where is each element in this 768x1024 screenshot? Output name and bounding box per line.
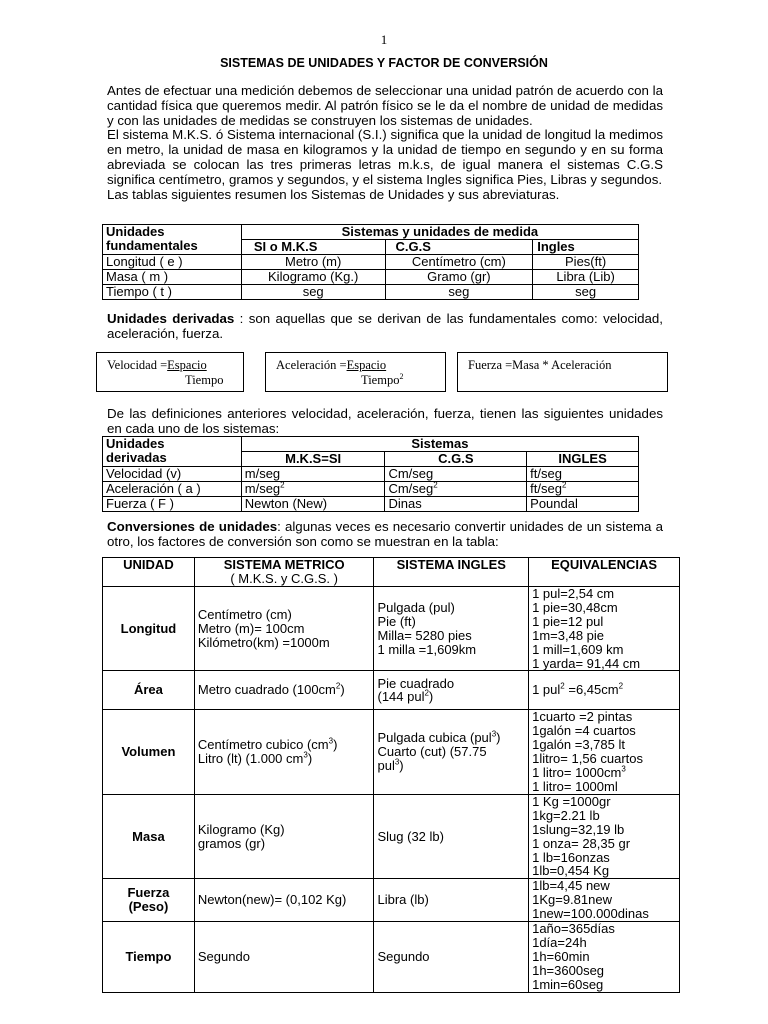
ingles-cell: Segundo xyxy=(374,922,529,993)
cell-si: m/seg$^2$ xyxy=(241,482,385,497)
intro-paragraph-2: El sistema M.K.S. ó Sistema internacional (S.I.) significa que la unidad de longitud la medimos en metro, la unidad de masa en kilogramos y la unidad de tiempo en segundo y en su forma abreviada se colocan las tres primeras letras m.k.s, de igual manera el sistemas C.G.S significa centímetro, gramos y segundos, y el sistema Ingles significa Pies, Libras y segundos. xyxy=(107,127,663,187)
acceleration-formula-box xyxy=(265,352,446,392)
header-units-line2: fundamentales xyxy=(106,238,198,253)
cell-name: Aceleración ( a ) xyxy=(103,482,242,497)
page-title: SISTEMAS DE UNIDADES Y FACTOR DE CONVERSIÓN xyxy=(220,56,548,70)
equiv-cell: 1 $pul^2 =6,45cm^2$ xyxy=(529,671,680,710)
cell-si: m/seg xyxy=(241,467,385,482)
cell-cgs: Gramo (gr) xyxy=(385,270,533,285)
table-row xyxy=(103,467,639,482)
metric-cell: Segundo xyxy=(194,922,374,993)
header-ingles: INGLES xyxy=(527,452,639,467)
header-units-line1: Unidades xyxy=(106,224,165,239)
table-row xyxy=(103,710,680,794)
header-systems: Sistemas xyxy=(241,437,638,452)
cell-cgs: Centímetro (cm) xyxy=(385,255,533,270)
fundamental-units-table xyxy=(102,224,639,300)
cell-cgs: seg xyxy=(385,285,533,300)
conversions-text: : algunas veces es necesario convertir unidades de un sistema a otro, los factores de conversión son como se muestran en la tabla: xyxy=(107,519,663,549)
equiv-cell: 1año=365días 1día=24h 1h=60min 1h=3600seg 1min=60seg xyxy=(529,922,680,993)
ingles-cell: Slug (32 lb) xyxy=(374,794,529,878)
cell-ingles: Poundal xyxy=(527,497,639,512)
metric-cell: Metro cuadrado $(100cm^2)$ xyxy=(194,671,374,710)
cell-cgs: Cm/seg xyxy=(385,467,527,482)
header-metrico-sub: ( M.K.S. y C.G.S. ) xyxy=(230,570,338,586)
cell-ingles: ft/seg$^2$ xyxy=(527,482,639,497)
ingles-cell: Pie cuadrado (144 pul$^2$) xyxy=(374,671,529,710)
cell-ingles: Pies(ft) xyxy=(533,255,639,270)
table-header-row xyxy=(103,437,639,452)
velocity-numerator: Espacio xyxy=(167,358,207,372)
cell-name: Fuerza ( F ) xyxy=(103,497,242,512)
cell-si: Kilogramo (Kg.) xyxy=(241,270,385,285)
cell-si: seg xyxy=(241,285,385,300)
table-row xyxy=(103,285,639,300)
cell-name: Masa ( m ) xyxy=(103,270,242,285)
header-si: M.K.S=SI xyxy=(241,452,385,467)
cell-cgs: Dinas xyxy=(385,497,527,512)
acceleration-denominator: Tiempo xyxy=(361,373,400,387)
ingles-cell: Pulgada cubica (pul$^3$) Cuarto (cut) (57.75 pul$^3$) xyxy=(374,710,529,794)
equiv-cell: 1 Kg =1000gr 1kg=2.21 lb 1slung=32,19 lb 1 onza= 28,35 gr 1 lb=16onzas 1lb=0,454 Kg xyxy=(529,794,680,878)
cell-cgs: Cm/seg$^2$ xyxy=(385,482,527,497)
unit-name-fuerza: Fuerza (Peso) xyxy=(103,879,195,922)
header-si: SI o M.K.S xyxy=(241,240,385,255)
table-row xyxy=(103,671,680,710)
intro-paragraph-1: Antes de efectuar una medición debemos de seleccionar una unidad patrón de acuerdo con la cantidad física que queremos medir. Al patrón físico se le da el nombre de unidad de medidas y con las unidades de medidas se construyen los sistemas de unidades. xyxy=(107,83,663,128)
cell-name: Tiempo ( t ) xyxy=(103,285,242,300)
ingles-cell: Pulgada (pul) Pie (ft) Milla= 5280 pies 1 milla =1,609km xyxy=(374,587,529,671)
force-formula-box xyxy=(457,352,668,392)
derived-intro-text: De las definiciones anteriores velocidad, aceleración, fuerza, tienen las siguientes unidades en cada uno de los sistemas: xyxy=(107,406,663,436)
ingles-cell: Libra (lb) xyxy=(374,879,529,922)
header-equiv: EQUIVALENCIAS xyxy=(529,558,680,587)
header-units-line2: derivadas xyxy=(106,450,167,465)
unit-name-masa: Masa xyxy=(103,794,195,878)
header-units xyxy=(103,225,242,255)
conversions-label: Conversiones de unidades xyxy=(107,519,278,534)
derived-units-text: : son aquellas que se derivan de las fundamentales como: velocidad, aceleración, fuerza. xyxy=(107,311,663,341)
velocity-denominator: Tiempo xyxy=(185,373,224,387)
unit-name-area: Área xyxy=(103,671,195,710)
acceleration-lhs: Aceleración = xyxy=(276,358,347,372)
unit-name-tiempo: Tiempo xyxy=(103,922,195,993)
header-units-line1: Unidades xyxy=(106,436,165,451)
cell-si: Metro (m) xyxy=(241,255,385,270)
unit-name-volumen: Volumen xyxy=(103,710,195,794)
metric-cell: Centímetro (cm) Metro (m)= 100cm Kilómetro(km) =1000m xyxy=(194,587,374,671)
header-cgs: C.G.S xyxy=(385,240,533,255)
derived-units-table xyxy=(102,436,639,512)
table-row xyxy=(103,879,680,922)
header-ingles: Ingles xyxy=(533,240,639,255)
table-row xyxy=(103,497,639,512)
header-ingles: SISTEMA INGLES xyxy=(374,558,529,587)
header-metrico xyxy=(194,558,374,587)
velocity-formula-box xyxy=(96,352,244,392)
acceleration-exponent: 2 xyxy=(399,371,404,381)
intro-paragraph-3: Las tablas siguientes resumen los Sistemas de Unidades y sus abreviaturas. xyxy=(107,186,560,202)
header-units xyxy=(103,437,242,467)
derived-intro-paragraph xyxy=(107,407,663,437)
header-unidad: UNIDAD xyxy=(103,558,195,587)
table-row xyxy=(103,587,680,671)
velocity-lhs: Velocidad = xyxy=(107,358,168,372)
table-header-row xyxy=(103,225,639,240)
header-systems: Sistemas y unidades de medida xyxy=(241,225,638,240)
intro-section xyxy=(107,84,663,202)
header-cgs: C.G.S xyxy=(385,452,527,467)
cell-si: Newton (New) xyxy=(241,497,385,512)
equiv-cell: 1lb=4,45 new 1Kg=9.81new 1new=100.000dinas xyxy=(529,879,680,922)
metric-cell: Newton(new)= (0,102 Kg) xyxy=(194,879,374,922)
metric-cell: Kilogramo (Kg) gramos (gr) xyxy=(194,794,374,878)
table-row xyxy=(103,270,639,285)
conversions-paragraph xyxy=(107,520,663,550)
table-header-row xyxy=(103,558,680,587)
table-row xyxy=(103,482,639,497)
unit-name-longitud: Longitud xyxy=(103,587,195,671)
derived-units-label: Unidades derivadas xyxy=(107,311,235,326)
cell-name: Longitud ( e ) xyxy=(103,255,242,270)
cell-ingles: Libra (Lib) xyxy=(533,270,639,285)
conversion-table xyxy=(102,557,680,993)
header-metrico-title: SISTEMA METRICO xyxy=(223,557,345,572)
acceleration-numerator: Espacio xyxy=(346,358,387,372)
derived-units-paragraph xyxy=(107,312,663,342)
table-row xyxy=(103,922,680,993)
table-row xyxy=(103,255,639,270)
table-row xyxy=(103,794,680,878)
equiv-cell: 1cuarto =2 pintas 1galón =4 cuartos 1galón =3,785 lt 1litro= 1,56 cuartos 1 litro= $1000cm^3$ 1 litro= 1000ml xyxy=(529,710,680,794)
cell-name: Velocidad (v) xyxy=(103,467,242,482)
cell-ingles: seg xyxy=(533,285,639,300)
metric-cell: Centímetro cubico $(cm^3)$ Litro (lt) (1.000 $cm^3$) xyxy=(194,710,374,794)
page-number: 1 xyxy=(380,32,388,47)
cell-ingles: ft/seg xyxy=(527,467,639,482)
equiv-cell: 1 pul=2,54 cm 1 pie=30,48cm 1 pie=12 pul 1m=3,48 pie 1 mill=1,609 km 1 yarda= 91,44 cm xyxy=(529,587,680,671)
force-formula: Fuerza =Masa * Aceleración xyxy=(468,358,612,372)
